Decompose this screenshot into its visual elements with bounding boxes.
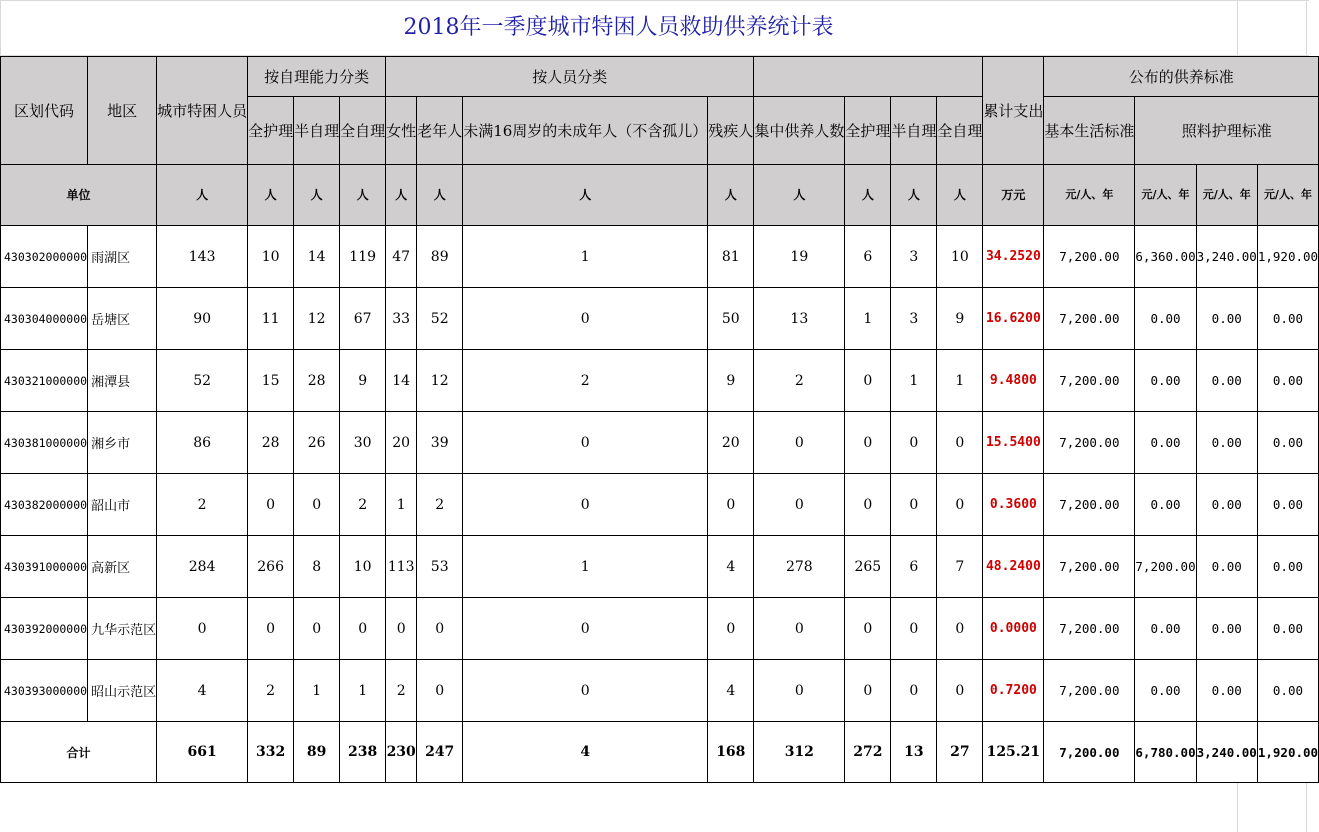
cell-centralized[interactable]: 0 bbox=[754, 598, 845, 660]
cell-basic[interactable]: 7,200.00 bbox=[1044, 536, 1135, 598]
cell-full-care[interactable]: 11 bbox=[248, 288, 294, 350]
total-cell[interactable]: 247 bbox=[417, 722, 463, 783]
total-cell[interactable]: 661 bbox=[157, 722, 248, 783]
cell-c-full-self[interactable]: 10 bbox=[937, 226, 983, 288]
unit-cell: 人 bbox=[417, 165, 463, 226]
total-cell[interactable]: 13 bbox=[891, 722, 937, 783]
cell-female[interactable]: 14 bbox=[386, 350, 417, 412]
total-cell[interactable]: 6,780.00 bbox=[1135, 722, 1196, 783]
cell-centralized[interactable]: 0 bbox=[754, 474, 845, 536]
header-c-full-self[interactable]: 全自理 bbox=[937, 97, 983, 165]
cell-elderly[interactable]: 89 bbox=[417, 226, 463, 288]
cell-basic[interactable]: 7,200.00 bbox=[1044, 288, 1135, 350]
cell-elderly[interactable]: 0 bbox=[417, 598, 463, 660]
header-region[interactable]: 地区 bbox=[88, 57, 157, 165]
unit-cell: 人 bbox=[937, 165, 983, 226]
cell-total[interactable]: 52 bbox=[157, 350, 248, 412]
cell-std-full-care[interactable]: 0.00 bbox=[1135, 660, 1196, 722]
cell-c-full-self[interactable]: 0 bbox=[937, 660, 983, 722]
cell-total[interactable]: 86 bbox=[157, 412, 248, 474]
cell-c-semi-self[interactable]: 1 bbox=[891, 350, 937, 412]
cell-basic[interactable]: 7,200.00 bbox=[1044, 474, 1135, 536]
table-row[interactable] bbox=[1, 660, 1319, 722]
cell-basic[interactable]: 7,200.00 bbox=[1044, 598, 1135, 660]
cell-minor[interactable]: 0 bbox=[463, 660, 708, 722]
cell-code[interactable]: 430381000000 bbox=[1, 412, 88, 474]
cell-centralized[interactable]: 13 bbox=[754, 288, 845, 350]
unit-cell: 元/人、年 bbox=[1257, 165, 1318, 226]
cell-c-full-care[interactable]: 1 bbox=[845, 288, 891, 350]
total-row[interactable] bbox=[1, 722, 1319, 783]
cell-region[interactable]: 湘乡市 bbox=[88, 412, 157, 474]
table-row[interactable] bbox=[1, 536, 1319, 598]
cell-region[interactable]: 九华示范区 bbox=[88, 598, 157, 660]
cell-full-care[interactable]: 10 bbox=[248, 226, 294, 288]
cell-full-self[interactable]: 9 bbox=[340, 350, 386, 412]
table-row[interactable] bbox=[1, 412, 1319, 474]
cell-c-semi-self[interactable]: 3 bbox=[891, 226, 937, 288]
cell-basic[interactable]: 7,200.00 bbox=[1044, 226, 1135, 288]
cell-std-full-care[interactable]: 0.00 bbox=[1135, 474, 1196, 536]
cell-semi-self[interactable]: 0 bbox=[294, 598, 340, 660]
cell-std-semi-self[interactable]: 0.00 bbox=[1196, 474, 1257, 536]
cell-code[interactable]: 430392000000 bbox=[1, 598, 88, 660]
cell-std-full-self[interactable]: 1,920.00 bbox=[1257, 226, 1318, 288]
cell-std-full-care[interactable]: 6,360.00 bbox=[1135, 226, 1196, 288]
cell-std-semi-self[interactable]: 3,240.00 bbox=[1196, 226, 1257, 288]
header-published-std[interactable]: 公布的供养标准 bbox=[1044, 57, 1319, 97]
cell-code[interactable]: 430382000000 bbox=[1, 474, 88, 536]
cell-expense[interactable]: 15.5400 bbox=[983, 412, 1044, 474]
table-row[interactable] bbox=[1, 350, 1319, 412]
unit-cell: 万元 bbox=[983, 165, 1044, 226]
cell-centralized[interactable]: 19 bbox=[754, 226, 845, 288]
cell-c-full-care[interactable]: 0 bbox=[845, 350, 891, 412]
cell-std-full-self[interactable]: 0.00 bbox=[1257, 660, 1318, 722]
cell-semi-self[interactable]: 1 bbox=[294, 660, 340, 722]
cell-minor[interactable]: 0 bbox=[463, 474, 708, 536]
cell-minor[interactable]: 1 bbox=[463, 226, 708, 288]
total-label[interactable]: 合计 bbox=[1, 722, 157, 783]
header-self-care-group[interactable]: 按自理能力分类 bbox=[248, 57, 386, 97]
cell-c-semi-self[interactable]: 0 bbox=[891, 598, 937, 660]
cell-std-semi-self[interactable]: 0.00 bbox=[1196, 598, 1257, 660]
grid-line bbox=[0, 0, 1309, 1]
cell-total[interactable]: 90 bbox=[157, 288, 248, 350]
cell-centralized[interactable]: 0 bbox=[754, 412, 845, 474]
total-cell[interactable]: 7,200.00 bbox=[1044, 722, 1135, 783]
cell-full-care[interactable]: 0 bbox=[248, 598, 294, 660]
cell-std-semi-self[interactable]: 0.00 bbox=[1196, 288, 1257, 350]
unit-cell: 人 bbox=[463, 165, 708, 226]
unit-label: 单位 bbox=[1, 165, 157, 226]
cell-code[interactable]: 430304000000 bbox=[1, 288, 88, 350]
cell-basic[interactable]: 7,200.00 bbox=[1044, 412, 1135, 474]
total-cell[interactable]: 312 bbox=[754, 722, 845, 783]
total-cell[interactable]: 332 bbox=[248, 722, 294, 783]
cell-std-full-care[interactable]: 0.00 bbox=[1135, 350, 1196, 412]
cell-std-semi-self[interactable]: 0.00 bbox=[1196, 412, 1257, 474]
total-cell[interactable]: 238 bbox=[340, 722, 386, 783]
cell-c-full-self[interactable]: 1 bbox=[937, 350, 983, 412]
cell-expense[interactable]: 9.4800 bbox=[983, 350, 1044, 412]
cell-c-full-care[interactable]: 6 bbox=[845, 226, 891, 288]
header-cum-expense[interactable]: 累计支出 bbox=[983, 57, 1044, 165]
unit-cell: 人 bbox=[754, 165, 845, 226]
cell-c-full-care[interactable]: 265 bbox=[845, 536, 891, 598]
cell-semi-self[interactable]: 12 bbox=[294, 288, 340, 350]
cell-c-semi-self[interactable]: 0 bbox=[891, 412, 937, 474]
page-title: 2018年一季度城市特困人员救助供养统计表 bbox=[403, 15, 834, 40]
cell-c-semi-self[interactable]: 0 bbox=[891, 474, 937, 536]
cell-disabled[interactable]: 9 bbox=[708, 350, 754, 412]
cell-elderly[interactable]: 39 bbox=[417, 412, 463, 474]
cell-minor[interactable]: 1 bbox=[463, 536, 708, 598]
cell-disabled[interactable]: 50 bbox=[708, 288, 754, 350]
header-person-group[interactable]: 按人员分类 bbox=[386, 57, 754, 97]
cell-std-semi-self[interactable]: 0.00 bbox=[1196, 350, 1257, 412]
unit-cell: 人 bbox=[845, 165, 891, 226]
cell-female[interactable]: 2 bbox=[386, 660, 417, 722]
cell-total[interactable]: 2 bbox=[157, 474, 248, 536]
cell-region[interactable]: 雨湖区 bbox=[88, 226, 157, 288]
table-row[interactable] bbox=[1, 288, 1319, 350]
cell-c-semi-self[interactable]: 0 bbox=[891, 660, 937, 722]
header-disabled[interactable]: 残疾人 bbox=[708, 97, 754, 165]
cell-std-semi-self[interactable]: 0.00 bbox=[1196, 660, 1257, 722]
unit-cell: 元/人、年 bbox=[1044, 165, 1135, 226]
unit-cell: 人 bbox=[340, 165, 386, 226]
cell-full-self[interactable]: 30 bbox=[340, 412, 386, 474]
cell-std-full-self[interactable]: 0.00 bbox=[1257, 412, 1318, 474]
header-full-self[interactable]: 全自理 bbox=[340, 97, 386, 165]
table-row[interactable] bbox=[1, 474, 1319, 536]
cell-c-full-self[interactable]: 0 bbox=[937, 598, 983, 660]
cell-total[interactable]: 0 bbox=[157, 598, 248, 660]
header-urban-poor[interactable]: 城市特困人员 bbox=[157, 57, 248, 165]
cell-std-full-care[interactable]: 7,200.00 bbox=[1135, 536, 1196, 598]
cell-minor[interactable]: 0 bbox=[463, 412, 708, 474]
unit-cell: 人 bbox=[708, 165, 754, 226]
cell-std-full-self[interactable]: 0.00 bbox=[1257, 598, 1318, 660]
header-minor[interactable]: 未满16周岁的未成年人（不含孤儿） bbox=[463, 97, 708, 165]
cell-semi-self[interactable]: 28 bbox=[294, 350, 340, 412]
header-code[interactable]: 区划代码 bbox=[1, 57, 88, 165]
cell-c-semi-self[interactable]: 3 bbox=[891, 288, 937, 350]
grid-line bbox=[0, 0, 1, 56]
cell-region[interactable]: 岳塘区 bbox=[88, 288, 157, 350]
cell-full-self[interactable]: 1 bbox=[340, 660, 386, 722]
cell-female[interactable]: 20 bbox=[386, 412, 417, 474]
cell-elderly[interactable]: 52 bbox=[417, 288, 463, 350]
cell-total[interactable]: 143 bbox=[157, 226, 248, 288]
total-cell[interactable]: 27 bbox=[937, 722, 983, 783]
header-c-semi-self[interactable]: 半自理 bbox=[891, 97, 937, 165]
cell-expense[interactable]: 34.2520 bbox=[983, 226, 1044, 288]
cell-disabled[interactable]: 4 bbox=[708, 660, 754, 722]
cell-centralized[interactable]: 2 bbox=[754, 350, 845, 412]
cell-std-full-self[interactable]: 0.00 bbox=[1257, 536, 1318, 598]
cell-expense[interactable]: 0.7200 bbox=[983, 660, 1044, 722]
cell-c-full-self[interactable]: 0 bbox=[937, 412, 983, 474]
header-semi-self[interactable]: 半自理 bbox=[294, 97, 340, 165]
cell-elderly[interactable]: 2 bbox=[417, 474, 463, 536]
cell-expense[interactable]: 16.6200 bbox=[983, 288, 1044, 350]
total-cell[interactable]: 4 bbox=[463, 722, 708, 783]
cell-full-care[interactable]: 0 bbox=[248, 474, 294, 536]
cell-expense[interactable]: 48.2400 bbox=[983, 536, 1044, 598]
cell-std-full-self[interactable]: 0.00 bbox=[1257, 288, 1318, 350]
unit-cell: 人 bbox=[248, 165, 294, 226]
cell-female[interactable]: 47 bbox=[386, 226, 417, 288]
cell-elderly[interactable]: 12 bbox=[417, 350, 463, 412]
cell-expense[interactable]: 0.3600 bbox=[983, 474, 1044, 536]
cell-full-self[interactable]: 2 bbox=[340, 474, 386, 536]
cell-code[interactable]: 430302000000 bbox=[1, 226, 88, 288]
table-row[interactable] bbox=[1, 598, 1319, 660]
cell-semi-self[interactable]: 0 bbox=[294, 474, 340, 536]
cell-semi-self[interactable]: 14 bbox=[294, 226, 340, 288]
cell-female[interactable]: 113 bbox=[386, 536, 417, 598]
unit-cell: 元/人、年 bbox=[1135, 165, 1196, 226]
total-cell[interactable]: 1,920.00 bbox=[1257, 722, 1318, 783]
cell-total[interactable]: 4 bbox=[157, 660, 248, 722]
table-row[interactable] bbox=[1, 226, 1319, 288]
statistics-table bbox=[0, 56, 1319, 783]
header-centralized-group[interactable] bbox=[754, 57, 983, 97]
cell-region[interactable]: 昭山示范区 bbox=[88, 660, 157, 722]
cell-expense[interactable]: 0.0000 bbox=[983, 598, 1044, 660]
cell-code[interactable]: 430393000000 bbox=[1, 660, 88, 722]
header-care-std[interactable]: 照料护理标准 bbox=[1135, 97, 1319, 165]
unit-cell: 人 bbox=[891, 165, 937, 226]
unit-cell: 人 bbox=[294, 165, 340, 226]
cell-female[interactable]: 0 bbox=[386, 598, 417, 660]
cell-female[interactable]: 1 bbox=[386, 474, 417, 536]
cell-full-care[interactable]: 2 bbox=[248, 660, 294, 722]
cell-full-care[interactable]: 266 bbox=[248, 536, 294, 598]
cell-std-full-self[interactable]: 0.00 bbox=[1257, 350, 1318, 412]
cell-std-full-care[interactable]: 0.00 bbox=[1135, 598, 1196, 660]
cell-std-semi-self[interactable]: 0.00 bbox=[1196, 536, 1257, 598]
cell-minor[interactable]: 2 bbox=[463, 350, 708, 412]
table-body bbox=[1, 226, 1319, 783]
cell-c-semi-self[interactable]: 6 bbox=[891, 536, 937, 598]
cell-region[interactable]: 韶山市 bbox=[88, 474, 157, 536]
total-cell[interactable]: 272 bbox=[845, 722, 891, 783]
cell-semi-self[interactable]: 8 bbox=[294, 536, 340, 598]
cell-elderly[interactable]: 53 bbox=[417, 536, 463, 598]
cell-c-full-self[interactable]: 9 bbox=[937, 288, 983, 350]
cell-c-full-care[interactable]: 0 bbox=[845, 660, 891, 722]
cell-full-self[interactable]: 10 bbox=[340, 536, 386, 598]
total-cell[interactable]: 168 bbox=[708, 722, 754, 783]
cell-region[interactable]: 湘潭县 bbox=[88, 350, 157, 412]
header-female[interactable]: 女性 bbox=[386, 97, 417, 165]
cell-semi-self[interactable]: 26 bbox=[294, 412, 340, 474]
cell-elderly[interactable]: 0 bbox=[417, 660, 463, 722]
cell-minor[interactable]: 0 bbox=[463, 288, 708, 350]
total-cell[interactable]: 89 bbox=[294, 722, 340, 783]
cell-std-full-self[interactable]: 0.00 bbox=[1257, 474, 1318, 536]
cell-full-care[interactable]: 28 bbox=[248, 412, 294, 474]
cell-code[interactable]: 430321000000 bbox=[1, 350, 88, 412]
cell-female[interactable]: 33 bbox=[386, 288, 417, 350]
cell-c-full-self[interactable]: 0 bbox=[937, 474, 983, 536]
cell-c-full-care[interactable]: 0 bbox=[845, 474, 891, 536]
cell-disabled[interactable]: 0 bbox=[708, 474, 754, 536]
unit-cell: 人 bbox=[157, 165, 248, 226]
cell-full-self[interactable]: 119 bbox=[340, 226, 386, 288]
cell-code[interactable]: 430391000000 bbox=[1, 536, 88, 598]
header-basic-living[interactable]: 基本生活标准 bbox=[1044, 97, 1135, 165]
cell-total[interactable]: 284 bbox=[157, 536, 248, 598]
cell-basic[interactable]: 7,200.00 bbox=[1044, 660, 1135, 722]
total-cell[interactable]: 230 bbox=[386, 722, 417, 783]
cell-centralized[interactable]: 0 bbox=[754, 660, 845, 722]
header-elderly[interactable]: 老年人 bbox=[417, 97, 463, 165]
cell-c-full-self[interactable]: 7 bbox=[937, 536, 983, 598]
cell-region[interactable]: 高新区 bbox=[88, 536, 157, 598]
cell-c-full-care[interactable]: 0 bbox=[845, 412, 891, 474]
cell-std-full-care[interactable]: 0.00 bbox=[1135, 288, 1196, 350]
unit-cell: 元/人、年 bbox=[1196, 165, 1257, 226]
cell-minor[interactable]: 0 bbox=[463, 598, 708, 660]
cell-full-care[interactable]: 15 bbox=[248, 350, 294, 412]
cell-std-full-care[interactable]: 0.00 bbox=[1135, 412, 1196, 474]
cell-c-full-care[interactable]: 0 bbox=[845, 598, 891, 660]
cell-full-self[interactable]: 0 bbox=[340, 598, 386, 660]
cell-disabled[interactable]: 81 bbox=[708, 226, 754, 288]
unit-cell: 人 bbox=[386, 165, 417, 226]
cell-disabled[interactable]: 0 bbox=[708, 598, 754, 660]
cell-full-self[interactable]: 67 bbox=[340, 288, 386, 350]
header-centralized[interactable]: 集中供养人数 bbox=[754, 97, 845, 165]
cell-centralized[interactable]: 278 bbox=[754, 536, 845, 598]
header-full-care[interactable]: 全护理 bbox=[248, 97, 294, 165]
total-cell[interactable]: 3,240.00 bbox=[1196, 722, 1257, 783]
cell-disabled[interactable]: 4 bbox=[708, 536, 754, 598]
cell-disabled[interactable]: 20 bbox=[708, 412, 754, 474]
header-c-full-care[interactable]: 全护理 bbox=[845, 97, 891, 165]
cell-basic[interactable]: 7,200.00 bbox=[1044, 350, 1135, 412]
total-cell[interactable]: 125.21 bbox=[983, 722, 1044, 783]
